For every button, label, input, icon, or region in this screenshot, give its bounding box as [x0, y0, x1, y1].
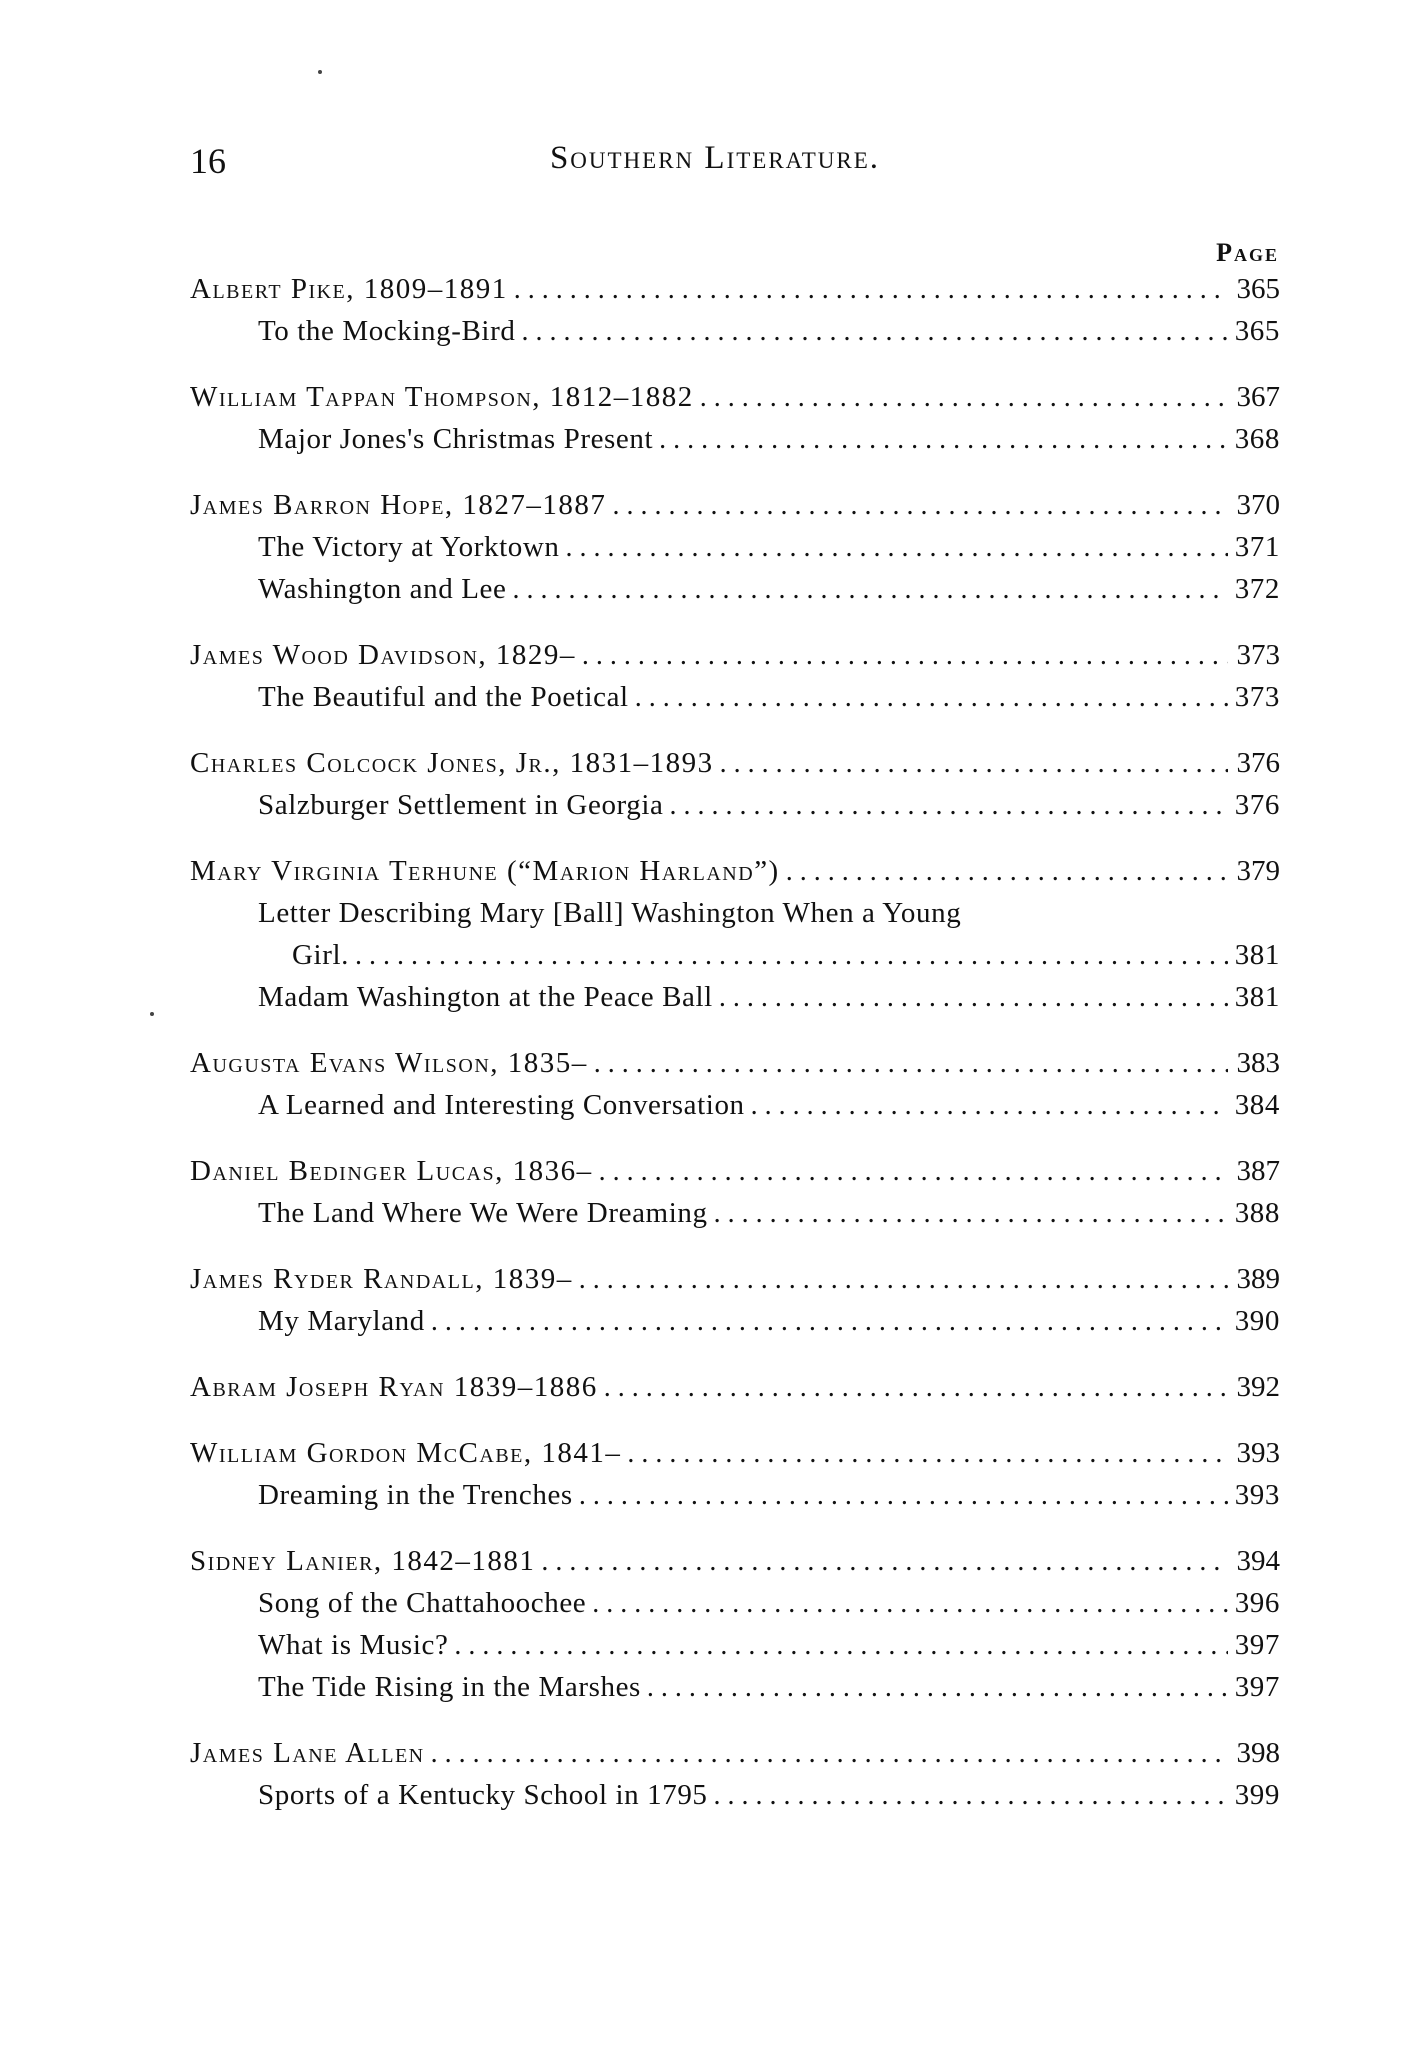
work-title: Madam Washington at the Peace Ball	[258, 981, 713, 1013]
work-title: The Victory at Yorktown	[258, 531, 560, 563]
author-entry	[190, 742, 1280, 784]
page-reference: 397	[1234, 1671, 1280, 1703]
dot-leader	[355, 935, 1228, 977]
author-name: Abram Joseph Ryan 1839–1886	[190, 1371, 598, 1403]
contents-section	[190, 1258, 1280, 1342]
work-entry	[190, 1192, 1280, 1234]
stray-ink-mark	[150, 1012, 154, 1016]
author-name: Sidney Lanier, 1842–1881	[190, 1545, 536, 1577]
work-entry	[190, 676, 1280, 718]
work-entry	[190, 1300, 1280, 1342]
page-reference: 388	[1234, 1197, 1280, 1229]
contents-section	[190, 484, 1280, 610]
dot-leader	[714, 1193, 1228, 1235]
dot-leader	[786, 851, 1228, 893]
dot-leader	[521, 311, 1228, 353]
dot-leader	[431, 1301, 1228, 1343]
work-title: A Learned and Interesting Conversation	[258, 1089, 745, 1121]
dot-leader	[566, 527, 1228, 569]
work-title: Salzburger Settlement in Georgia	[258, 789, 664, 821]
page-reference: 376	[1234, 789, 1280, 821]
running-title: Southern Literature.	[549, 140, 881, 176]
author-name: Albert Pike, 1809–1891	[190, 273, 508, 305]
work-entry	[190, 892, 1280, 934]
author-entry	[190, 1042, 1280, 1084]
dot-leader	[604, 1367, 1228, 1409]
author-name: James Wood Davidson, 1829–	[190, 639, 576, 671]
work-title: The Land Where We Were Dreaming	[258, 1197, 708, 1229]
author-entry	[190, 1432, 1280, 1474]
work-entry	[190, 526, 1280, 568]
dot-leader	[720, 743, 1228, 785]
contents-section	[190, 1042, 1280, 1126]
contents-section	[190, 1432, 1280, 1516]
author-entry	[190, 268, 1280, 310]
page-reference: 379	[1236, 855, 1280, 887]
author-name: James Barron Hope, 1827–1887	[190, 489, 607, 521]
work-entry	[190, 1084, 1280, 1126]
dot-leader	[599, 1151, 1228, 1193]
page-reference: 373	[1234, 681, 1280, 713]
page-reference: 384	[1234, 1089, 1280, 1121]
page-reference: 365	[1236, 273, 1280, 305]
page-reference: 373	[1236, 639, 1280, 671]
dot-leader	[579, 1259, 1228, 1301]
work-title: Major Jones's Christmas Present	[258, 423, 654, 455]
work-title: What is Music?	[258, 1629, 449, 1661]
page-reference: 396	[1234, 1587, 1280, 1619]
stray-ink-mark	[318, 70, 322, 74]
dot-leader	[594, 1043, 1228, 1085]
contents-section	[190, 742, 1280, 826]
work-entry	[190, 1624, 1280, 1666]
contents-section	[190, 850, 1280, 1018]
author-name: William Gordon McCabe, 1841–	[190, 1437, 622, 1469]
dot-leader	[659, 419, 1228, 461]
work-title-continuation: Girl.	[292, 939, 349, 971]
page-reference: 387	[1236, 1155, 1280, 1187]
work-title: My Maryland	[258, 1305, 425, 1337]
page-reference: 371	[1234, 531, 1280, 563]
author-name: Daniel Bedinger Lucas, 1836–	[190, 1155, 593, 1187]
contents-section	[190, 1366, 1280, 1408]
dot-leader	[454, 1625, 1228, 1667]
page-reference: 381	[1234, 939, 1280, 971]
dot-leader	[512, 569, 1228, 611]
work-title: Sports of a Kentucky School in 1795	[258, 1779, 708, 1811]
contents-section	[190, 1150, 1280, 1234]
author-name: Mary Virginia Terhune (“Marion Harland”)	[190, 855, 780, 887]
page-reference: 398	[1236, 1737, 1280, 1769]
author-name: William Tappan Thompson, 1812–1882	[190, 381, 694, 413]
page-reference: 367	[1236, 381, 1280, 413]
page-reference: 368	[1234, 423, 1280, 455]
dot-leader	[541, 1541, 1228, 1583]
author-entry	[190, 1366, 1280, 1408]
page-reference: 370	[1236, 489, 1280, 521]
dot-leader	[670, 785, 1228, 827]
author-entry	[190, 1732, 1280, 1774]
work-title: Letter Describing Mary [Ball] Washington When a Young	[258, 897, 962, 929]
dot-leader	[719, 977, 1228, 1019]
contents-section	[190, 634, 1280, 718]
dot-leader	[635, 677, 1228, 719]
contents-section	[190, 1540, 1280, 1708]
work-title: The Beautiful and the Poetical	[258, 681, 629, 713]
dot-leader	[582, 635, 1228, 677]
contents-section	[190, 1732, 1280, 1816]
page-reference: 383	[1236, 1047, 1280, 1079]
author-entry	[190, 1258, 1280, 1300]
author-name: James Ryder Randall, 1839–	[190, 1263, 573, 1295]
page-reference: 372	[1234, 573, 1280, 605]
page-reference: 365	[1234, 315, 1280, 347]
dot-leader	[579, 1475, 1228, 1517]
contents-section	[190, 268, 1280, 352]
page-reference: 399	[1234, 1779, 1280, 1811]
dot-leader	[700, 377, 1228, 419]
work-entry	[190, 568, 1280, 610]
author-entry	[190, 634, 1280, 676]
author-entry	[190, 484, 1280, 526]
dot-leader	[592, 1583, 1228, 1625]
page-reference: 392	[1236, 1371, 1280, 1403]
page-reference: 393	[1236, 1437, 1280, 1469]
page-reference: 394	[1236, 1545, 1280, 1577]
work-title: Washington and Lee	[258, 573, 507, 605]
page-reference: 376	[1236, 747, 1280, 779]
work-entry	[190, 1582, 1280, 1624]
work-entry	[190, 976, 1280, 1018]
page-header	[190, 140, 1280, 190]
dot-leader	[612, 485, 1228, 527]
dot-leader	[751, 1085, 1228, 1127]
dot-leader	[714, 1775, 1228, 1817]
author-entry	[190, 376, 1280, 418]
work-entry	[190, 1474, 1280, 1516]
page-reference: 393	[1234, 1479, 1280, 1511]
work-title: Song of the Chattahoochee	[258, 1587, 587, 1619]
work-title: The Tide Rising in the Marshes	[258, 1671, 641, 1703]
author-entry	[190, 850, 1280, 892]
dot-leader	[647, 1667, 1228, 1709]
table-of-contents	[190, 268, 1280, 1840]
author-name: Charles Colcock Jones, Jr., 1831–1893	[190, 747, 714, 779]
page-reference: 397	[1234, 1629, 1280, 1661]
work-entry	[190, 784, 1280, 826]
page-column-label: Page	[1216, 238, 1279, 267]
author-name: James Lane Allen	[190, 1737, 425, 1769]
work-title: To the Mocking-Bird	[258, 315, 516, 347]
page-reference: 390	[1234, 1305, 1280, 1337]
author-entry	[190, 1150, 1280, 1192]
work-entry-continuation	[190, 934, 1280, 976]
page-reference: 381	[1234, 981, 1280, 1013]
work-entry	[190, 418, 1280, 460]
dot-leader	[514, 269, 1228, 311]
work-title: Dreaming in the Trenches	[258, 1479, 573, 1511]
author-name: Augusta Evans Wilson, 1835–	[190, 1047, 588, 1079]
contents-section	[190, 376, 1280, 460]
dot-leader	[627, 1433, 1228, 1475]
work-entry	[190, 1774, 1280, 1816]
page-number: 16	[190, 141, 226, 181]
page-reference: 389	[1236, 1263, 1280, 1295]
dot-leader	[431, 1733, 1228, 1775]
work-entry	[190, 1666, 1280, 1708]
author-entry	[190, 1540, 1280, 1582]
work-entry	[190, 310, 1280, 352]
